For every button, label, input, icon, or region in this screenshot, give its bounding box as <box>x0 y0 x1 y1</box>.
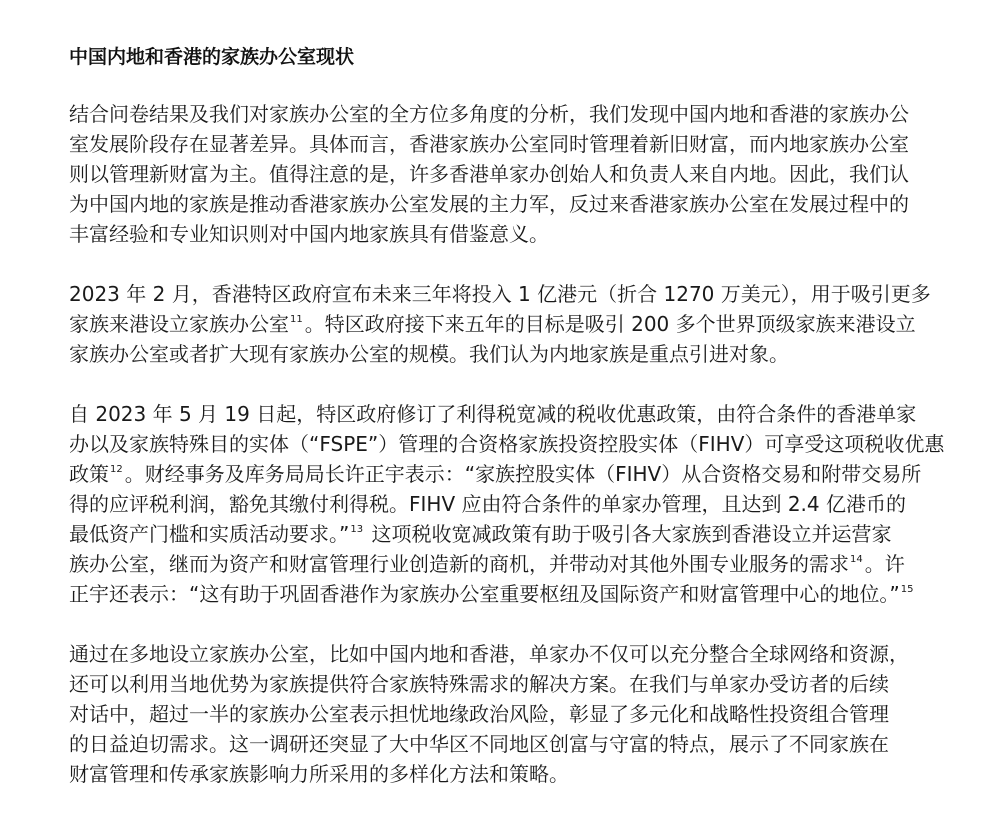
paragraph-1-line-2: 室发展阶段存在显著差异。具体而言，香港家族办公室同时管理着新旧财富，而内地家族办公室 <box>69 132 909 156</box>
paragraph-2-line-3: 家族办公室或者扩大现有家族办公室的规模。我们认为内地家族是重点引进对象。 <box>69 342 789 366</box>
footnote-ref-15[interactable]: 15 <box>900 584 914 595</box>
paragraph-3-line-6-end: 。许 <box>864 552 905 576</box>
paragraph-3-line-7 <box>69 579 935 609</box>
paragraph-3-line-6-start: 族办公室，继而为资产和财富管理行业创造新的商机，并带动对其他外围专业服务的需求 <box>69 552 849 576</box>
paragraph-2 <box>69 279 935 369</box>
paragraph-3-line-6 <box>69 549 935 579</box>
footnote-ref-13[interactable]: 13 <box>350 524 364 535</box>
paragraph-3 <box>69 399 945 609</box>
paragraph-1-line-1: 结合问卷结果及我们对家族办公室的全方位多角度的分析，我们发现中国内地和香港的家族办公 <box>69 102 909 126</box>
paragraph-3-line-3-end: 。财经事务及库务局局长许正宇表示：“家族控股实体（FIHV）从合资格交易和附带交易所 <box>124 462 922 486</box>
paragraph-4-line-4: 的日益迫切需求。这一调研还突显了大中华区不同地区创富与守富的特点，展示了不同家族在 <box>69 732 889 756</box>
paragraph-3-line-5-start: 最低资产门槛和实质活动要求。” <box>69 522 350 546</box>
document-page <box>69 44 945 819</box>
paragraph-3-line-4: 得的应评税利润，豁免其缴付利得税。FIHV 应由符合条件的单家办管理，且达到 2.4 亿港币的 <box>69 492 907 516</box>
paragraph-4 <box>69 639 935 789</box>
paragraph-4-line-2: 还可以利用当地优势为家族提供符合家族特殊需求的解决方案。在我们与单家办受访者的后续 <box>69 672 889 696</box>
paragraph-3-line-5 <box>69 519 935 549</box>
paragraph-1-line-4: 为中国内地的家族是推动香港家族办公室发展的主力军，反过来香港家族办公室在发展过程中的 <box>69 192 909 216</box>
paragraph-1-line-3: 则以管理新财富为主。值得注意的是，许多香港单家办创始人和负责人来自内地。因此，我们认 <box>69 162 909 186</box>
paragraph-1-line-5: 丰富经验和专业知识则对中国内地家族具有借鉴意义。 <box>69 222 549 246</box>
paragraph-1 <box>69 99 935 249</box>
paragraph-4-line-3: 对话中，超过一半的家族办公室表示担忧地缘政治风险，彰显了多元化和战略性投资组合管理 <box>69 702 889 726</box>
paragraph-2-line-2 <box>69 309 935 339</box>
footnote-ref-14[interactable]: 14 <box>850 554 863 565</box>
paragraph-2-line-2-end: 。特区政府接下来五年的目标是吸引 200 多个世界顶级家族来港设立 <box>304 312 916 336</box>
paragraph-3-line-1: 自 2023 年 5 月 19 日起，特区政府修订了利得税宽减的税收优惠政策，由符合条件的香港单家 <box>69 402 917 426</box>
section-heading: 中国内地和香港的家族办公室现状 <box>69 46 355 68</box>
paragraph-4-line-5: 财富管理和传承家族影响力所采用的多样化方法和策略。 <box>69 762 569 786</box>
paragraph-4-line-1: 通过在多地设立家族办公室，比如中国内地和香港，单家办不仅可以充分整合全球网络和资源， <box>69 642 909 666</box>
footnote-ref-11[interactable]: 11 <box>290 314 303 325</box>
footnote-ref-12[interactable]: 12 <box>110 464 123 475</box>
paragraph-2-line-1: 2023 年 2 月，香港特区政府宣布未来三年将投入 1 亿港元（折合 1270 万美元），用于吸引更多 <box>69 282 931 306</box>
paragraph-3-line-3-start: 政策 <box>69 462 109 486</box>
paragraph-3-line-2: 办以及家族特殊目的实体（“FSPE”）管理的合资格家族投资控股实体（FIHV）可享受这项税收优惠 <box>69 432 945 456</box>
paragraph-3-line-5-end: 这项税收宽减政策有助于吸引各大家族到香港设立并运营家 <box>365 522 892 546</box>
paragraph-3-line-7-start: 正宇还表示：“这有助于巩固香港作为家族办公室重要枢纽及国际资产和财富管理中心的地位。” <box>69 582 900 606</box>
paragraph-3-line-3 <box>69 459 935 489</box>
paragraph-2-line-2-start: 家族来港设立家族办公室 <box>69 312 289 336</box>
